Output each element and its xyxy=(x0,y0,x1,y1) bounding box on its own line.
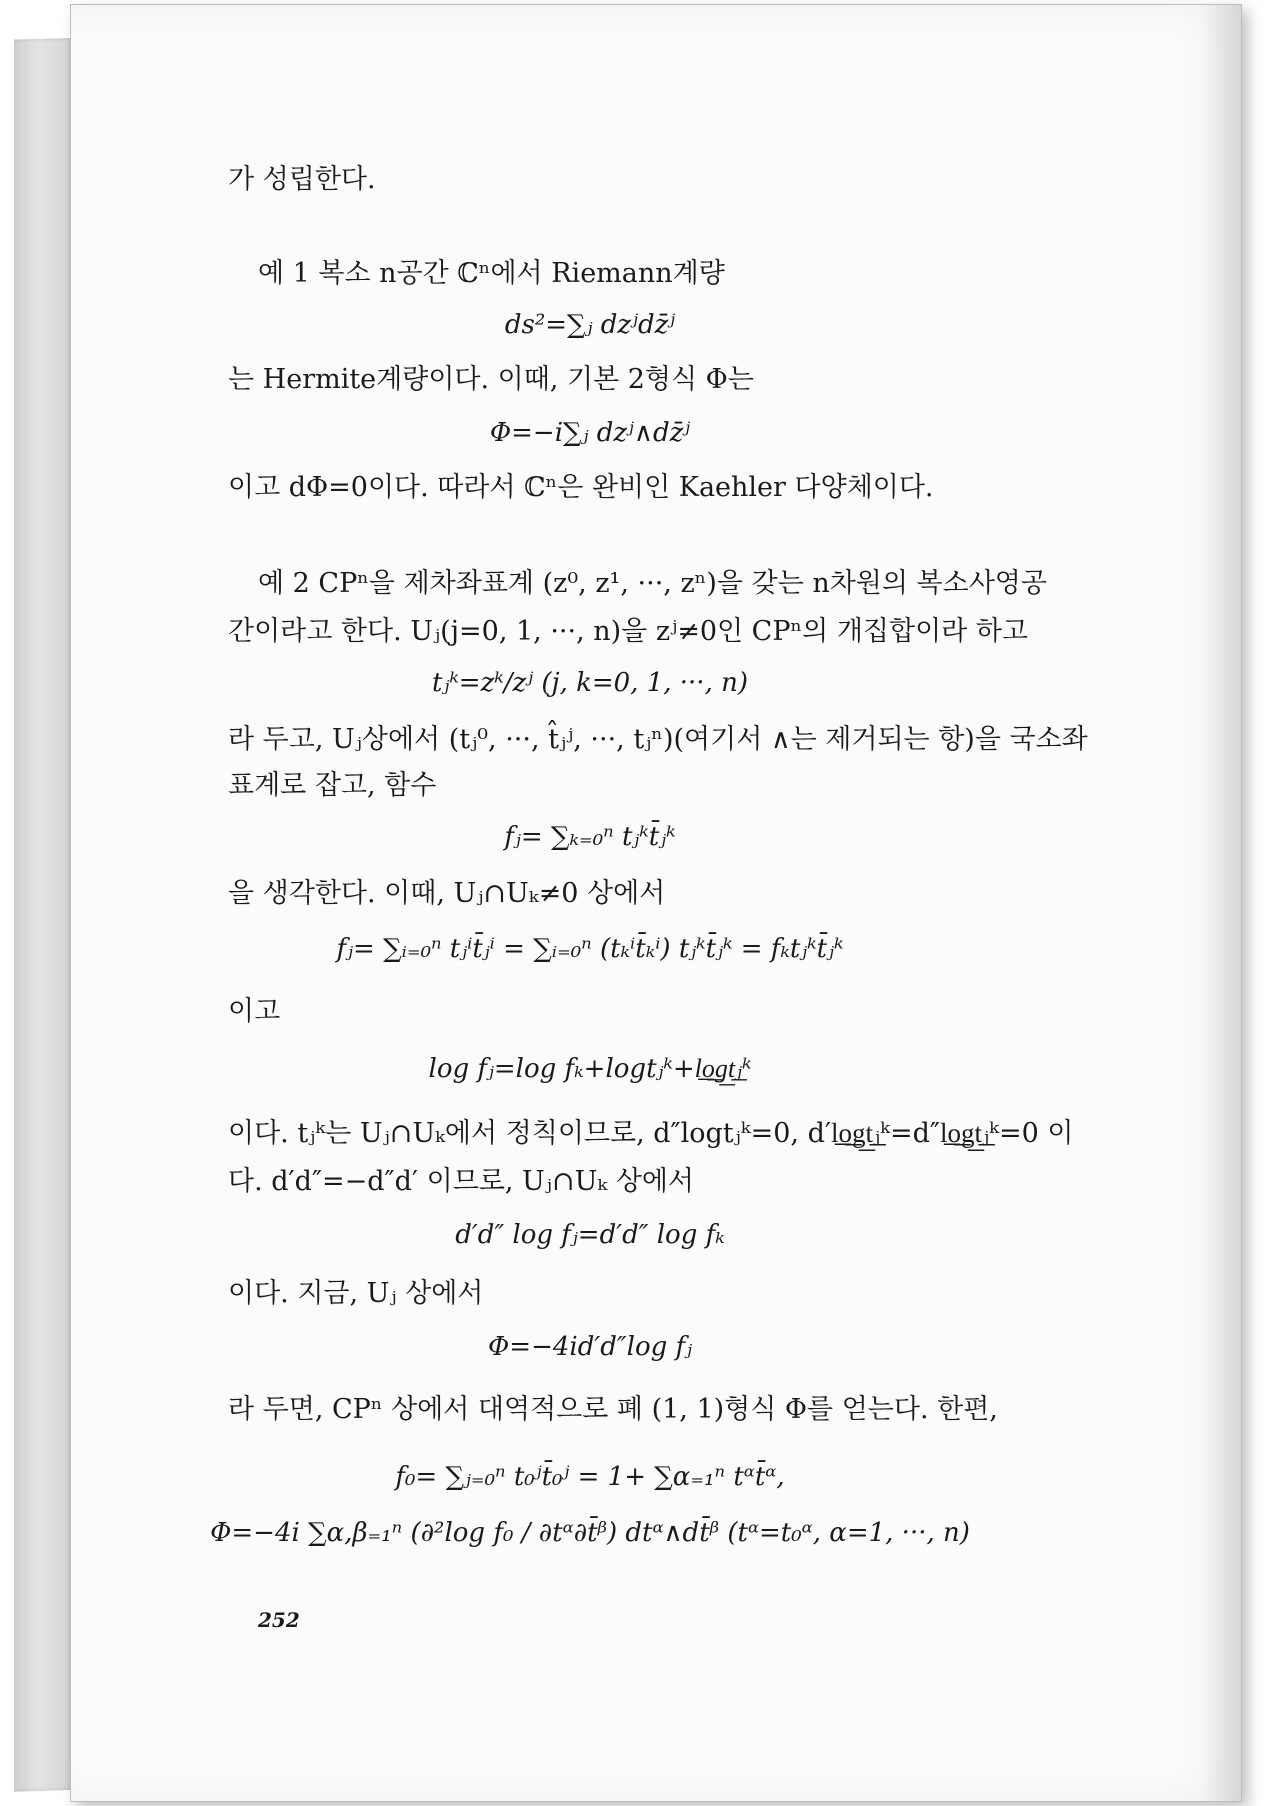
equation: f₀= ∑ⱼ₌₀ⁿ t₀ʲt̄₀ʲ = 1+ ∑α₌₁ⁿ tᵅt̄ᵅ, xyxy=(395,1462,785,1492)
text-line: 다. d′d″=−d″d′ 이므로, Uⱼ∩Uₖ 상에서 xyxy=(228,1166,694,1197)
text-line: 는 Hermite계량이다. 이때, 기본 2형식 Φ는 xyxy=(228,364,754,395)
equation: d′d″ log fⱼ=d′d″ log fₖ xyxy=(455,1220,725,1250)
example-heading: 예 1 복소 n공간 ℂⁿ에서 Riemann계량 xyxy=(258,258,725,289)
text-line: 간이라고 한다. Uⱼ(j=0, 1, ···, n)을 zʲ≠0인 CPⁿ의 개집합이라 하고 xyxy=(228,616,1028,647)
equation: ds²=∑ⱼ dzʲdz̄ʲ xyxy=(504,310,676,340)
equation: fⱼ= ∑ᵢ₌₀ⁿ tⱼⁱt̄ⱼⁱ = ∑ᵢ₌₀ⁿ (tₖⁱt̄ₖⁱ) tⱼᵏt̄ⱼᵏ = fₖtⱼᵏt̄ⱼᵏ xyxy=(336,934,844,964)
page-edge-shade xyxy=(1201,5,1241,1801)
text-line: 을 생각한다. 이때, Uⱼ∩Uₖ≠0 상에서 xyxy=(228,878,666,909)
page-number: 252 xyxy=(258,1608,300,1632)
example-heading: 예 2 CPⁿ을 제차좌표계 (z⁰, z¹, ···, zⁿ)을 갖는 n차원의 복소사영공 xyxy=(258,568,1047,599)
text-line: 표계로 잡고, 함수 xyxy=(228,770,437,801)
text-line: 가 성립한다. xyxy=(228,164,376,195)
text-line: 라 두고, Uⱼ상에서 (tⱼ⁰, ···, t̂ⱼʲ, ···, tⱼⁿ)(여기서 ∧는 제거되는 항)을 국소좌 xyxy=(228,724,1088,755)
equation: Φ=−i∑ⱼ dzʲ∧dz̄ʲ xyxy=(489,418,691,448)
equation: Φ=−4i ∑α,β₌₁ⁿ (∂²log f₀ / ∂tᵅ∂t̄ᵝ) dtᵅ∧dt̄ᵝ (tᵅ=t₀ᵅ, α=1, ···, n) xyxy=(210,1518,970,1548)
equation: tⱼᵏ=zᵏ/zʲ (j, k=0, 1, ···, n) xyxy=(432,668,748,698)
text-line: 이다. tⱼᵏ는 Uⱼ∩Uₖ에서 정칙이므로, d″logtⱼᵏ=0, d′l͟o͟g͟t͟ⱼᵏ=d″l͟o͟g͟t͟ⱼᵏ=0 이 xyxy=(228,1118,1074,1149)
text-line: 라 두면, CPⁿ 상에서 대역적으로 폐 (1, 1)형식 Φ를 얻는다. 한편, xyxy=(228,1394,998,1425)
equation: fⱼ= ∑ₖ₌₀ⁿ tⱼᵏt̄ⱼᵏ xyxy=(504,822,676,852)
text-line: 이다. 지금, Uⱼ 상에서 xyxy=(228,1278,484,1309)
equation: Φ=−4id′d″log fⱼ xyxy=(487,1332,692,1362)
equation: log fⱼ=log fₖ+logtⱼᵏ+l͟o͟g͟t͟ⱼᵏ xyxy=(428,1054,752,1084)
text-line: 이고 dΦ=0이다. 따라서 ℂⁿ은 완비인 Kaehler 다양체이다. xyxy=(228,472,934,503)
text-line: 이고 xyxy=(228,996,281,1027)
